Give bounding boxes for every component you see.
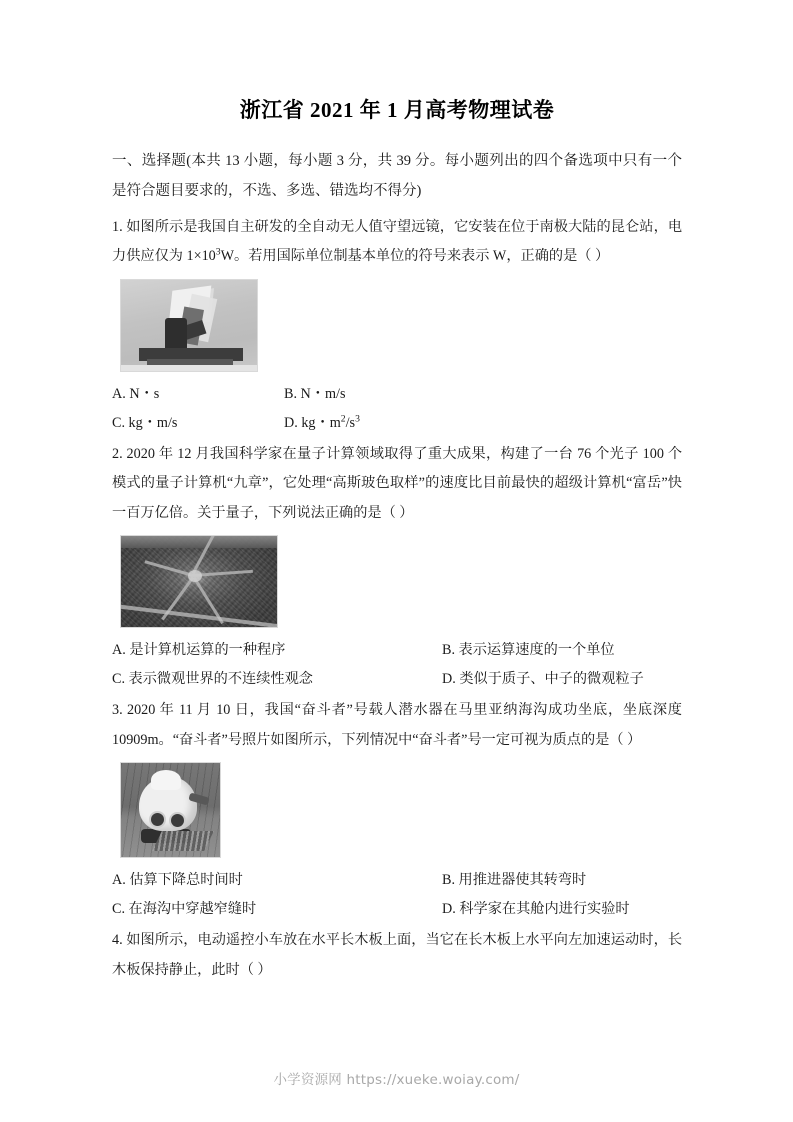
question-2-number: 2. bbox=[112, 446, 123, 463]
option-row bbox=[112, 409, 682, 438]
question-1 bbox=[112, 213, 682, 438]
snow-ground bbox=[121, 365, 257, 371]
question-2-option-d[interactable]: D. 类似于质子、中子的微观粒子 bbox=[442, 671, 644, 688]
question-1-option-d[interactable] bbox=[284, 409, 360, 438]
question-3-number: 3. bbox=[112, 702, 123, 719]
question-1-options bbox=[112, 380, 682, 439]
question-3 bbox=[112, 696, 682, 924]
page-title: 浙江省 2021 年 1 月高考物理试卷 bbox=[239, 98, 555, 122]
question-2-stem-text: 2020 年 12 月我国科学家在量子计算领域取得了重大成果，构建了一台 76 个光子 100 个模式的量子计算机“九章”，它处理“高斯玻色取样”的速度比目前最快的超级计算机“富岳”快一百万亿倍。关于量子，下列说法正确的是（ ） bbox=[112, 446, 683, 521]
submersible-viewport bbox=[149, 811, 166, 828]
option-row bbox=[112, 866, 682, 895]
section-heading: 一、选择题(本共 13 小题，每小题 3 分，共 39 分。每小题列出的四个备选项中只有一个是符合题目要求的，不选、多选、错选均不得分) bbox=[112, 153, 682, 200]
question-3-stem bbox=[112, 696, 682, 755]
document-content bbox=[112, 96, 682, 987]
question-1-option-a[interactable]: A. N・s bbox=[112, 385, 160, 402]
question-3-option-b[interactable]: B. 用推进器使其转弯时 bbox=[442, 871, 587, 888]
question-3-option-c[interactable]: C. 在海沟中穿越窄缝时 bbox=[112, 901, 257, 918]
question-1-stem-part2: W。若用国际单位制基本单位的符号来表示 W，正确的是（ ） bbox=[220, 248, 610, 265]
question-4-stem-text: 如图所示，电动遥控小车放在水平长木板上面，当它在长木板上水平向左加速运动时，长木板保持静止，此时（ ） bbox=[112, 932, 683, 978]
submersible-sail bbox=[151, 770, 181, 790]
question-3-options bbox=[112, 866, 682, 925]
question-1-figure-telescope bbox=[120, 279, 258, 372]
question-3-figure-submersible bbox=[120, 762, 221, 858]
option-row bbox=[112, 895, 682, 924]
submersible-viewport bbox=[169, 812, 186, 829]
aerial-horizon-strip bbox=[121, 536, 277, 548]
question-4-stem bbox=[112, 926, 682, 985]
question-3-option-d[interactable]: D. 科学家在其舱内进行实验时 bbox=[442, 901, 630, 918]
question-1-option-b[interactable]: B. N・m/s bbox=[284, 385, 346, 402]
option-row bbox=[112, 636, 682, 665]
question-1-option-d-sup1: 2 bbox=[340, 413, 346, 425]
question-1-option-d-prefix: D. kg・m bbox=[284, 414, 341, 431]
question-2-option-c[interactable]: C. 表示微观世界的不连续性观念 bbox=[112, 671, 313, 688]
question-1-option-d-mid: /s bbox=[345, 414, 356, 431]
option-row bbox=[112, 665, 682, 694]
question-1-option-c[interactable]: C. kg・m/s bbox=[112, 414, 178, 431]
question-4-number: 4. bbox=[112, 932, 123, 949]
question-4 bbox=[112, 926, 682, 985]
question-3-option-a[interactable]: A. 估算下降总时间时 bbox=[112, 871, 243, 888]
aerial-terrain bbox=[121, 536, 277, 627]
question-2-figure-aerial bbox=[120, 535, 278, 628]
question-1-stem-part1: 如图所示是我国自主研发的全自动无人值守望远镜，它安装在位于南极大陆的昆仑站，电力供应仅为 1×10 bbox=[112, 219, 683, 265]
question-2-option-b[interactable]: B. 表示运算速度的一个单位 bbox=[442, 641, 615, 658]
question-1-exponent: 3 bbox=[215, 246, 221, 258]
question-3-stem-text: 2020 年 11 月 10 日，我国“奋斗者”号载人潜水器在马里亚纳海沟成功坐底，坐底深度 10909m。“奋斗者”号照片如图所示，下列情况中“奋斗者”号一定可视为质点的是（ ） bbox=[112, 702, 682, 748]
question-2-stem bbox=[112, 440, 682, 528]
submersible-grating bbox=[152, 831, 214, 851]
question-1-stem bbox=[112, 213, 682, 272]
site-watermark: 小学资源网 https://xueke.woiay.com/ bbox=[273, 1072, 520, 1088]
question-1-number: 1. bbox=[112, 219, 123, 236]
question-2 bbox=[112, 440, 682, 694]
option-row bbox=[112, 380, 682, 409]
question-2-option-a[interactable]: A. 是计算机运算的一种程序 bbox=[112, 641, 286, 658]
question-2-options bbox=[112, 636, 682, 695]
question-1-option-d-sup2: 3 bbox=[355, 413, 360, 425]
